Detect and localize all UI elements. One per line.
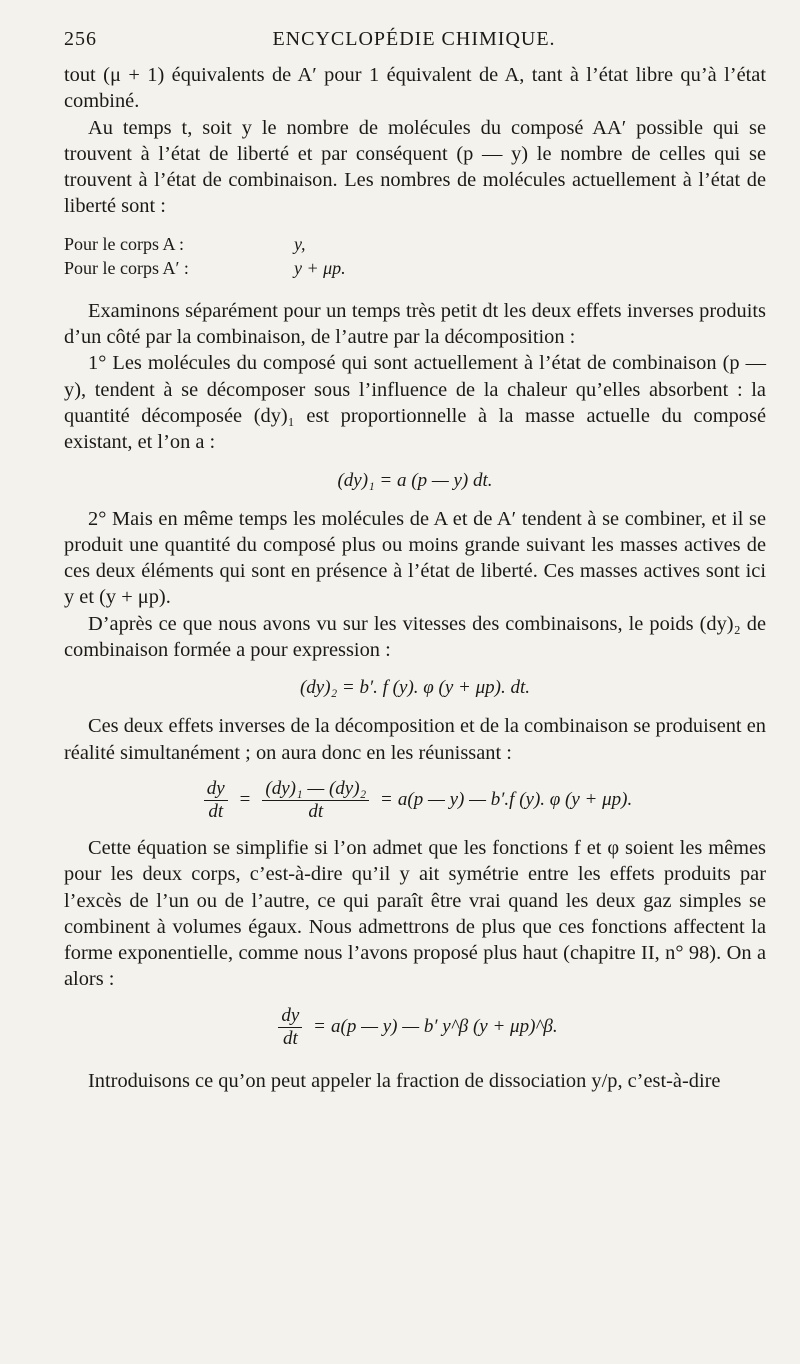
denominator: dt xyxy=(282,1027,298,1049)
row-value: y, xyxy=(294,233,306,254)
page-number: 256 xyxy=(64,28,97,50)
row-label: Pour le corps A′ : xyxy=(64,257,189,278)
paragraph: D’après ce que nous avons vu sur les vitesses des combinaisons, le poids (dy)₂ de combinaison formée a pour expression : xyxy=(64,612,766,662)
equation: (dy)₂ = b′. f (y). φ (y + μp). dt. xyxy=(299,677,531,699)
paragraph: Ces deux effets inverses de la décomposition et de la combinaison se produisent en réalité simultanément ; on aura donc en les réunissant : xyxy=(64,715,766,764)
paragraph: tout (μ + 1) équivalents de A′ pour 1 équivalent de A, tant à l’état libre qu’à l’état combiné. xyxy=(64,64,766,113)
paragraph: Examinons séparément pour un temps très petit dt les deux effets inverses produits d’un côté par la combinaison, de l’autre par la décomposition : xyxy=(64,299,766,349)
fraction xyxy=(204,778,228,823)
denominator: dt xyxy=(308,800,324,822)
equation: $\frac{dy}{dt}$ = $\frac{\text{(dy)₁ — (dy)₂}}{dt}$ = a(p — y) — b′.f (y). φ (y + μp). xyxy=(64,778,766,823)
body-text xyxy=(64,62,766,1094)
paragraph: Cette équation se simplifie si l’on admet que les fonctions f et φ soient les mêmes pour les deux corps, c’est-à-dire qu’il y ait symétrie entre les effets produits par l’excès de l’un ou de l’autre, ce qui paraît être vrai quand les deux gaz simples se combinent à volumes égaux. Nous admettrons de plus que ces fonctions affectent la forme exponentielle, comme nous l’avons proposé plus haut (chapitre II, n° 98). On a alors : xyxy=(64,836,766,991)
paragraph: Au temps t, soit y le nombre de molécules du composé AA′ possible qui se trouvent à l’état de liberté et par conséquent (p — y) le nombre de celles qui se trouvent à l’état de combinaison. Les nombres de molécules actuellement à l’état de liberté sont : xyxy=(64,116,766,218)
denominator: dt xyxy=(208,800,224,822)
running-title: ENCYCLOPÉDIE CHIMIQUE. xyxy=(272,28,556,50)
row-label: Pour le corps A : xyxy=(64,233,184,254)
equation: (dy)₁ = a (p — y) dt. xyxy=(337,469,493,491)
equation-rhs: a(p — y) — b′ y^β (y + μp)^β. xyxy=(331,1016,558,1038)
paragraph: 1° Les molécules du composé qui sont actuellement à l’état de combinaison (p — y), tendent à se décomposer sous l’influence de la chaleur qu’elles absorbent : la quantité décomposée (dy)₁ est proportionnelle à la masse actuelle du composé existant, et l’on a : xyxy=(64,352,766,454)
equation: $\frac{dy}{dt}$ = a(p — y) — b′ y^β (y + μp)^β. xyxy=(64,1005,766,1050)
fraction xyxy=(278,1005,302,1050)
paragraph: 2° Mais en même temps les molécules de A et de A′ tendent à se combiner, et il se produit une quantité du composé plus ou moins grande suivant les masses actives de ces deux éléments qui sont en présence à l’état de liberté. Ces masses actives sont ici y et (y + μp). xyxy=(64,507,766,609)
equation-rhs: a(p — y) — b′.f (y). φ (y + μp). xyxy=(397,789,633,811)
row-value: y + μp. xyxy=(294,257,346,278)
numerator: (dy)₁ — (dy)₂ xyxy=(262,778,369,801)
fraction xyxy=(262,778,369,823)
list-row xyxy=(64,232,766,256)
page-header xyxy=(64,28,764,52)
numerator: dy xyxy=(204,778,228,801)
numerator: dy xyxy=(278,1005,302,1028)
list-row xyxy=(64,256,766,280)
paragraph: Introduisons ce qu’on peut appeler la fraction de dissociation y/p, c’est-à-dire xyxy=(88,1069,721,1092)
